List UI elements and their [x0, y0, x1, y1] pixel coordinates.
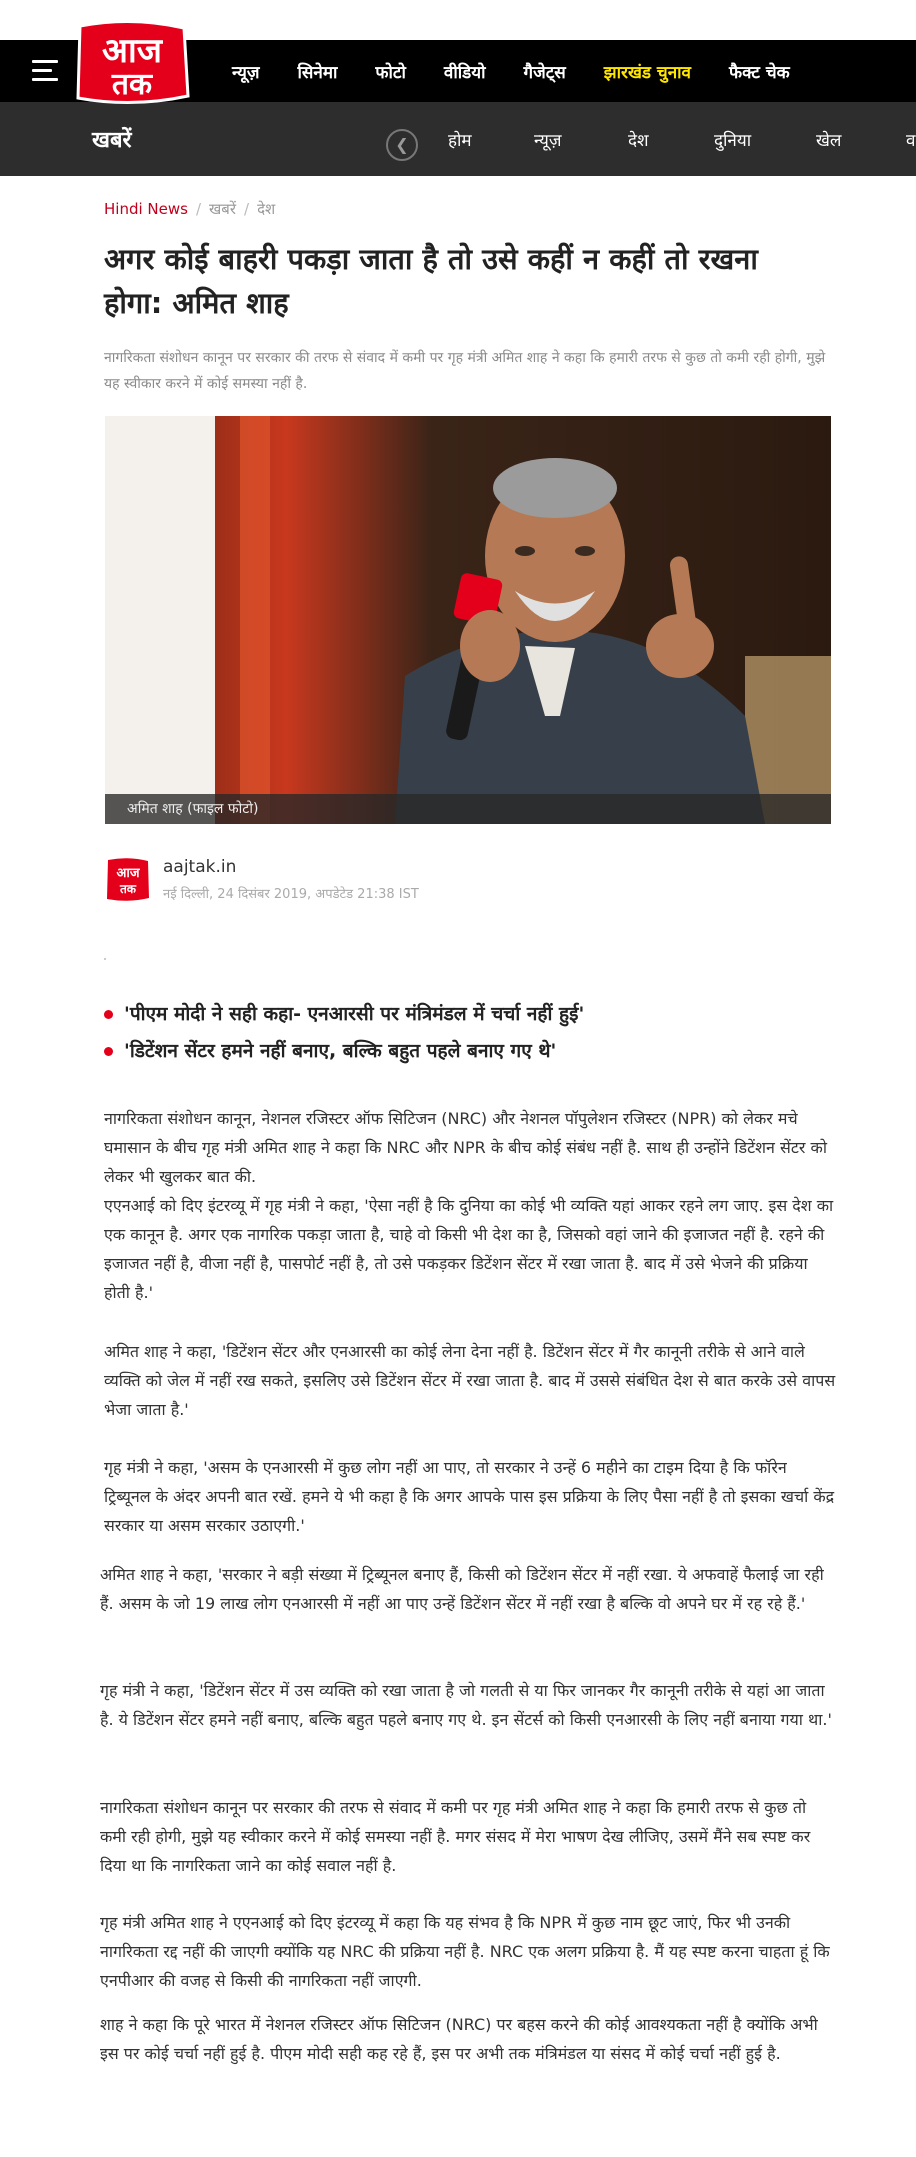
article-paragraph: नागरिकता संशोधन कानून पर सरकार की तरफ से संवाद में कमी पर गृह मंत्री अमित शाह ने कहा कि हमारी तरफ से कुछ तो कमी रही होगी, मुझे यह स्वीकार करने में कोई समस्या नहीं है. मगर संसद में मेरा भाषण देख लीजिए, उसमें मैंने सब स्पष्ट कर दिया था कि नागरिकता जाने का कोई सवाल नहीं है.: [100, 1798, 811, 1875]
section-nav-news[interactable]: न्यूज़: [534, 130, 562, 151]
image-caption: अमित शाह (फाइल फोटो): [105, 794, 831, 824]
avatar-text-aaj: आज: [116, 866, 140, 881]
author-name[interactable]: aajtak.in: [163, 857, 237, 877]
divider-dot: [104, 958, 106, 960]
menu-icon[interactable]: [32, 60, 58, 82]
hero-photo: [105, 416, 831, 824]
breadcrumb-khabren[interactable]: खबरें: [209, 200, 236, 218]
section-nav-duniya[interactable]: दुनिया: [714, 130, 752, 151]
top-nav-fact-check[interactable]: फैक्ट चेक: [728, 62, 790, 83]
top-nav-cinema[interactable]: सिनेमा: [297, 62, 338, 83]
breadcrumb: [104, 199, 275, 219]
section-title[interactable]: खबरें: [92, 128, 132, 153]
highlight-item: [104, 1039, 824, 1063]
highlight-text: 'डिटेंशन सेंटर हमने नहीं बनाए, बल्कि बहुत पहले बनाए गए थे': [124, 1040, 557, 1062]
article-highlights: [104, 1002, 824, 1076]
top-nav-jharkhand-election[interactable]: झारखंड चुनाव: [603, 62, 691, 83]
logo-text-aaj: आज: [102, 31, 162, 71]
breadcrumb-separator: /: [195, 200, 202, 218]
article-paragraph: गृह मंत्री अमित शाह ने एएनआई को दिए इंटरव्यू में कहा कि यह संभव है कि NPR में कुछ नाम छूट जाएं, फिर भी उनकी नागरिकता रद्द नहीं की जाएगी क्योंकि यह NRC की प्रक्रिया नहीं है. NRC एक अलग प्रक्रिया है. मैं यह स्पष्ट करना चाहता हूं कि एनपीआर की वजह से किसी की नागरिकता नहीं जाएगी.: [100, 1913, 830, 1990]
breadcrumb-desh[interactable]: देश: [257, 200, 276, 218]
logo-text-tak: तक: [111, 67, 153, 102]
article-paragraph: शाह ने कहा कि पूरे भारत में नेशनल रजिस्टर ऑफ सिटिजन (NRC) पर बहस करने की कोई आवश्यकता नहीं है क्योंकि अभी इस पर कोई चर्चा नहीं हुई है. पीएम मोदी सही कह रहे हैं, इस पर अभी तक मंत्रिमंडल या संसद में कोई चर्चा नहीं हुई है.: [100, 2015, 818, 2063]
article-dateline: नई दिल्ली, 24 दिसंबर 2019, अपडेटेड 21:38 IST: [163, 887, 419, 902]
top-nav: [232, 40, 828, 102]
article-paragraph: अमित शाह ने कहा, 'सरकार ने बड़ी संख्या में ट्रिब्यूनल बनाए हैं, किसी को डिटेंशन सेंटर में नहीं रखा. ये अफवाहें फैलाई जा रही हैं. असम के जो 19 लाख लोग एनआरसी में नहीं आ पाए उन्हें डिटेंशन सेंटर में नहीं रखा है बल्कि वो अपने घर में रह रहे हैं.': [100, 1565, 824, 1613]
avatar-text-tak: तक: [119, 882, 137, 896]
bullet-icon: [104, 1047, 113, 1056]
chevron-left-icon[interactable]: ❮: [386, 129, 418, 161]
article-paragraph: गृह मंत्री ने कहा, 'असम के एनआरसी में कुछ लोग नहीं आ पाए, तो सरकार ने उन्हें 6 महीने का टाइम दिया है कि फॉरेन ट्रिब्यूनल के अंदर अपनी बात रखें. हमने ये भी कहा है कि अगर आपके पास इस प्रक्रिया के लिए पैसा नहीं है तो इसका खर्चा केंद्र सरकार या असम सरकार उठाएगी.': [104, 1458, 835, 1535]
top-nav-video[interactable]: वीडियो: [443, 62, 486, 83]
article-paragraph: अमित शाह ने कहा, 'डिटेंशन सेंटर और एनआरसी का कोई लेना देना नहीं है. डिटेंशन सेंटर में गैर कानूनी तरीके से आने वाले व्यक्ति को जेल में नहीं रख सकते, इसलिए उसे डिटेंशन सेंटर में रखा जाता है. बाद में उससे संबंधित देश से बात करके उसे वापस भेजा जाता है.': [104, 1342, 836, 1419]
section-nav-more[interactable]: व: [906, 130, 916, 151]
article-summary: नागरिकता संशोधन कानून पर सरकार की तरफ से संवाद में कमी पर गृह मंत्री अमित शाह ने कहा कि हमारी तरफ से कुछ तो कमी रही होगी, मुझे यह स्वीकार करने में कोई समस्या नहीं है.: [104, 350, 826, 392]
bullet-icon: [104, 1010, 113, 1019]
highlight-item: [104, 1002, 824, 1026]
aajtak-logo[interactable]: [72, 18, 194, 114]
top-nav-photo[interactable]: फोटो: [375, 62, 406, 83]
article-paragraph: एएनआई को दिए इंटरव्यू में गृह मंत्री ने कहा, 'ऐसा नहीं है कि दुनिया का कोई भी व्यक्ति यहां आकर रहने लग जाए. इस देश का एक कानून है. अगर एक नागरिक पकड़ा जाता है, चाहे वो किसी भी देश का है, जिसको वहां जाने की इजाजत नहीं है. रहने की इजाजत नहीं है, वीजा नहीं है, पासपोर्ट नहीं है, तो उसे पकड़कर डिटेंशन सेंटर में रखा जाता है. बाद में उसे भेजने की प्रक्रिया होती है.': [104, 1196, 834, 1302]
section-nav-home[interactable]: होम: [448, 130, 472, 151]
author-avatar[interactable]: [104, 856, 152, 904]
article-hero-image[interactable]: [105, 416, 831, 824]
breadcrumb-separator: /: [244, 200, 250, 218]
article-headline: अगर कोई बाहरी पकड़ा जाता है तो उसे कहीं न कहीं तो रखना होगा: अमित शाह: [104, 242, 758, 320]
article-paragraph: नागरिकता संशोधन कानून, नेशनल रजिस्टर ऑफ सिटिजन (NRC) और नेशनल पॉपुलेशन रजिस्टर (NPR) को लेकर मचे घमासान के बीच गृह मंत्री अमित शाह ने कहा कि NRC और NPR के बीच कोई संबंध नहीं है. साथ ही उन्होंने डिटेंशन सेंटर को लेकर भी खुलकर बात की.: [104, 1109, 827, 1186]
highlight-text: 'पीएम मोदी ने सही कहा- एनआरसी पर मंत्रिमंडल में चर्चा नहीं हुई': [124, 1003, 585, 1025]
section-nav-desh[interactable]: देश: [628, 130, 649, 151]
breadcrumb-hindi-news[interactable]: Hindi News: [104, 200, 188, 218]
article-paragraph: गृह मंत्री ने कहा, 'डिटेंशन सेंटर में उस व्यक्ति को रखा जाता है जो गलती से या फिर जानकर गैर कानूनी तरीके से यहां आ जाता है. ये डिटेंशन सेंटर हमने नहीं बनाए, बल्कि बहुत पहले बनाए गए थे. इन सेंटर्स को किसी एनआरसी के लिए नहीं बनाया गया था.': [100, 1681, 832, 1729]
section-nav-khel[interactable]: खेल: [816, 130, 842, 151]
top-nav-gadgets[interactable]: गैजेट्स: [523, 62, 566, 83]
top-nav-news[interactable]: न्यूज़: [232, 62, 260, 83]
